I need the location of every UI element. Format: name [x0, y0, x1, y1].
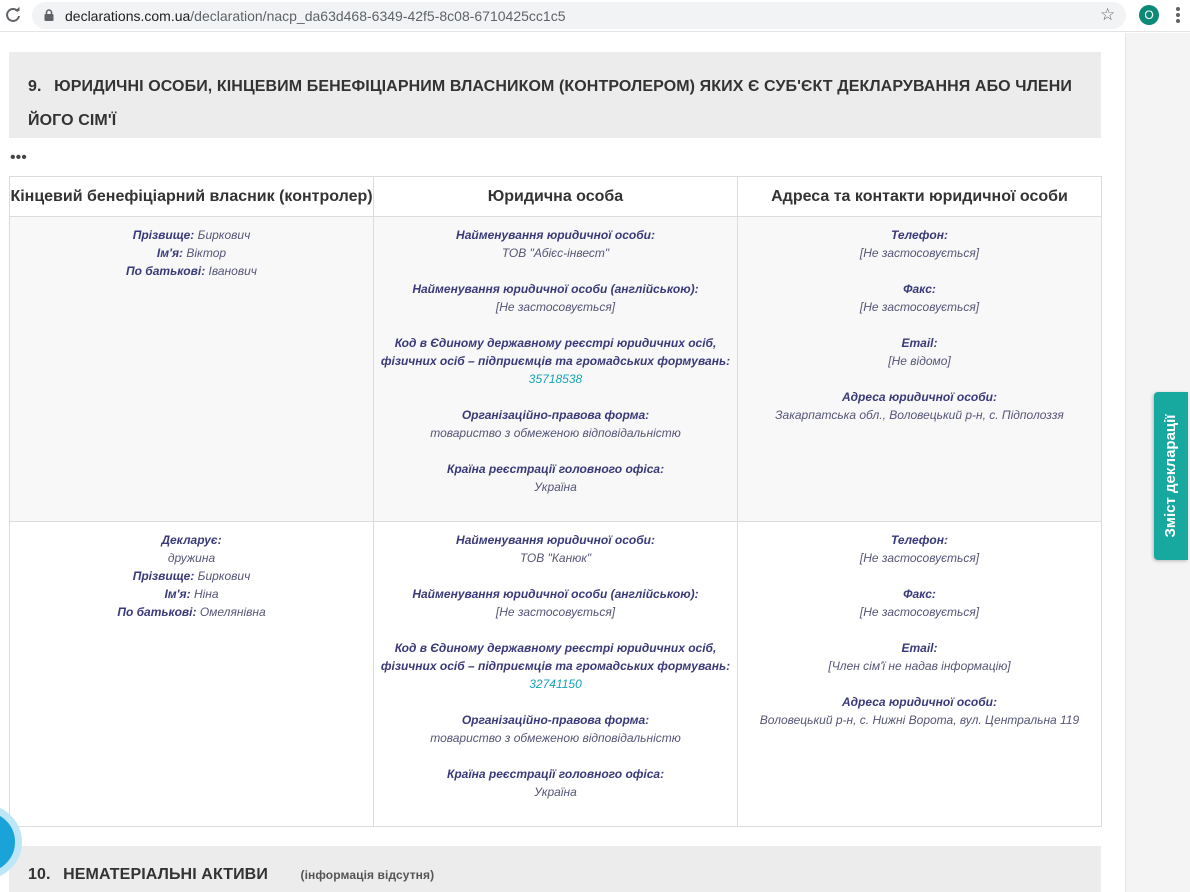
entity-cell — [374, 217, 738, 522]
entity-code-label-cont: фізичних осіб – підприємців та громадських формувань: — [380, 659, 731, 673]
surname-label: Прізвище: — [132, 228, 195, 242]
address-label: Адреса юридичної особи: — [841, 390, 998, 404]
entity-country-label: Країна реєстрації головного офіса: — [446, 462, 665, 476]
section-9-title — [28, 70, 1078, 138]
email-value: [Член сім'ї не надав інформацію] — [828, 659, 1011, 673]
fax-value: [Не застосовується] — [859, 300, 980, 314]
url-path: /declaration/nacp_da63d468-6349-42f5-8c08-6710425cc1c5 — [190, 8, 566, 24]
table-row — [10, 217, 1102, 522]
name-value: Віктор — [186, 246, 227, 260]
name-label: Ім'я: — [156, 246, 184, 260]
url-host: declarations.com.ua — [65, 8, 191, 24]
section-10-title — [28, 858, 1078, 892]
address-bar[interactable] — [32, 2, 1126, 29]
name-value: Ніна — [193, 587, 219, 601]
bookmark-star-icon[interactable]: ☆ — [1100, 5, 1116, 24]
fax-value: [Не застосовується] — [859, 605, 980, 619]
declares-label: Декларує: — [161, 533, 222, 547]
contacts-cell — [738, 522, 1102, 827]
entity-country-label: Країна реєстрації головного офіса: — [446, 767, 665, 781]
owner-cell — [10, 522, 374, 827]
more-dots-icon[interactable]: ••• — [10, 149, 27, 166]
reload-icon[interactable] — [4, 6, 22, 24]
fax-label: Факс: — [903, 587, 936, 601]
entity-form-label: Організаційно-правова форма: — [461, 713, 650, 727]
entity-name-en-value: [Не застосовується] — [495, 300, 616, 314]
entity-form-label: Організаційно-правова форма: — [461, 408, 650, 422]
address-value: Воловецький р-н, с. Нижні Ворота, вул. Центральна 119 — [759, 713, 1080, 727]
section-note: (інформація відсутня) — [300, 868, 435, 882]
column-header-contacts: Адреса та контакти юридичної особи — [738, 177, 1102, 217]
column-header-owner: Кінцевий бенефіціарний власник (контролер) — [10, 177, 374, 217]
entity-name-en-value: [Не застосовується] — [495, 605, 616, 619]
page-content — [0, 33, 1125, 892]
lock-icon — [44, 9, 54, 21]
fax-label: Факс: — [903, 282, 936, 296]
entity-country-value: Україна — [534, 480, 577, 494]
owner-cell — [10, 217, 374, 522]
phone-value: [Не застосовується] — [859, 551, 980, 565]
entity-code-link[interactable]: 32741150 — [529, 677, 582, 691]
entity-code-label: Код в Єдиному державному реєстрі юридичних осіб, — [394, 641, 717, 655]
browser-menu-icon[interactable] — [1176, 7, 1180, 25]
entity-form-value: товариство з обмеженою відповідальністю — [430, 426, 681, 440]
address-value: Закарпатська обл., Воловецький р-н, с. Підполоззя — [775, 408, 1064, 422]
browser-toolbar — [0, 0, 1190, 32]
entity-country-value: Україна — [534, 785, 577, 799]
entity-name-label: Найменування юридичної особи: — [456, 228, 655, 242]
entity-name-value: ТОВ "Абієс-інвест" — [501, 246, 610, 260]
surname-label: Прізвище: — [132, 569, 195, 583]
entity-form-value: товариство з обмеженою відповідальністю — [430, 731, 681, 745]
entity-name-en-label: Найменування юридичної особи (англійською): — [412, 282, 699, 296]
entity-code-link[interactable]: 35718538 — [528, 372, 583, 386]
patronymic-value: Омелянівна — [199, 605, 266, 619]
section-number: 10. — [28, 866, 51, 883]
surname-value: Биркович — [197, 569, 251, 583]
name-label: Ім'я: — [164, 587, 191, 601]
email-value: [Не відомо] — [888, 354, 951, 368]
section-title-text: ЮРИДИЧНІ ОСОБИ, КІНЦЕВИМ БЕНЕФІЦІАРНИМ ВЛАСНИКОМ (КОНТРОЛЕРОМ) ЯКИХ Є СУБ'ЄКТ ДЕКЛАРУВАННЯ АБО ЧЛЕНИ ЙОГО СІМ'Ї — [28, 78, 1072, 129]
contents-side-tab[interactable] — [1154, 392, 1188, 560]
url-text — [65, 8, 565, 24]
entity-name-value: ТОВ "Канюк" — [519, 551, 592, 565]
profile-avatar[interactable]: O — [1139, 5, 1159, 25]
patronymic-label: По батькові: — [117, 605, 197, 619]
phone-label: Телефон: — [890, 228, 948, 242]
contacts-cell — [738, 217, 1102, 522]
entity-cell — [374, 522, 738, 827]
declares-value: дружина — [167, 551, 216, 565]
patronymic-label: По батькові: — [126, 264, 206, 278]
entity-code-label: Код в Єдиному державному реєстрі юридичних осіб, — [394, 336, 717, 350]
column-header-entity: Юридична особа — [374, 177, 738, 217]
phone-label: Телефон: — [890, 533, 948, 547]
email-label: Email: — [901, 336, 938, 350]
surname-value: Биркович — [197, 228, 251, 242]
side-tab-label: Зміст декларації — [1162, 414, 1179, 538]
address-label: Адреса юридичної особи: — [841, 695, 998, 709]
entity-name-label: Найменування юридичної особи: — [456, 533, 655, 547]
email-label: Email: — [901, 641, 938, 655]
beneficiary-table — [9, 176, 1102, 827]
entity-code-label-cont: фізичних осіб – підприємців та громадських формувань: — [380, 354, 731, 368]
section-number: 9. — [28, 78, 42, 95]
entity-name-en-label: Найменування юридичної особи (англійською): — [412, 587, 699, 601]
section-9-header — [9, 52, 1101, 138]
patronymic-value: Іванович — [208, 264, 257, 278]
phone-value: [Не застосовується] — [859, 246, 980, 260]
section-10-header — [9, 846, 1101, 892]
section-title-text: НЕМАТЕРІАЛЬНІ АКТИВИ — [63, 866, 268, 883]
table-header-row — [10, 177, 1102, 217]
table-row — [10, 522, 1102, 827]
